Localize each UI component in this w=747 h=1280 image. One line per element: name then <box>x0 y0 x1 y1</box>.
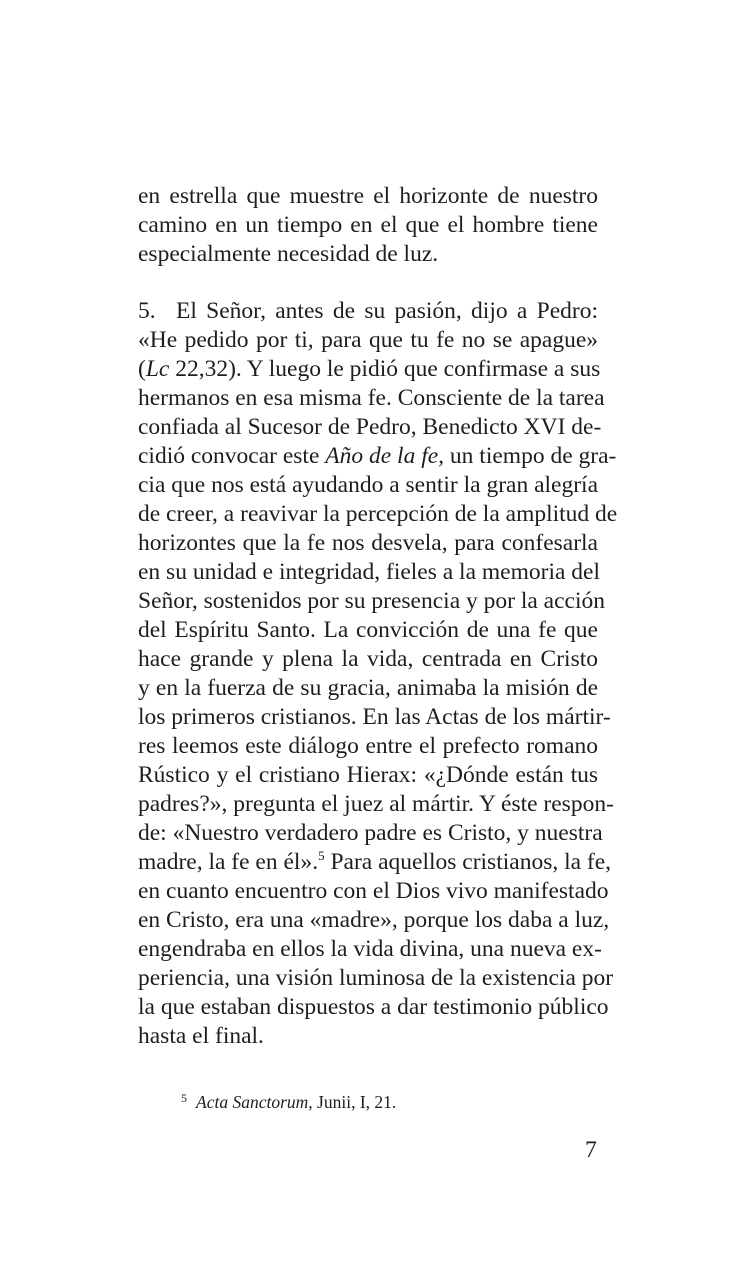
footnote <box>181 1087 396 1113</box>
text-line: en Cristo, era una «madre», porque los daba a luz, <box>138 907 610 933</box>
text-line: horizontes que la fe nos desvela, para confesarla <box>138 530 598 556</box>
text-span: 22,32). Y luego le pidió que confirmase a sus <box>169 356 601 382</box>
text-line: y en la fuerza de su gracia, animaba la misión de <box>138 675 598 701</box>
text-line: hasta el final. <box>138 1023 264 1049</box>
text-line: cia que nos está ayudando a sentir la gran alegría <box>138 472 599 498</box>
text-line: hermanos en esa misma fe. Consciente de la tarea <box>138 385 605 411</box>
text-line: padres?», pregunta el juez al mártir. Y éste respon- <box>138 791 614 817</box>
paragraph-number: 5. <box>138 298 156 324</box>
text-line <box>138 442 617 471</box>
footnote-reference: 5 <box>318 848 325 863</box>
text-line: engendraba en ellos la vida divina, una nueva ex- <box>138 936 602 962</box>
text-line: «He pedido por ti, para que tu fe no se apague» <box>138 327 598 353</box>
page-number: 7 <box>585 1137 597 1163</box>
text-line: especialmente necesidad de luz. <box>138 241 439 267</box>
text-line <box>138 297 598 326</box>
footnote-source-title: Acta Sanctorum, <box>196 1092 313 1112</box>
footnote-marker: 5 <box>181 1091 187 1105</box>
text-span: ( <box>138 356 146 382</box>
text-line: los primeros cristianos. En las Actas de los mártir- <box>138 704 611 730</box>
text-line: hace grande y plena la vida, centrada en Cristo <box>138 646 598 672</box>
text-line: en estrella que muestre el horizonte de nuestro <box>138 183 598 209</box>
text-line <box>138 355 601 384</box>
text-line: Señor, sostenidos por su presencia y por la acción <box>138 588 605 614</box>
text-span: un tiempo de gra- <box>444 443 617 469</box>
text-line: del Espíritu Santo. La convicción de una fe que <box>138 617 598 643</box>
text-span: El Señor, antes de su pasión, dijo a Pedro: <box>176 298 598 324</box>
text-line: en cuanto encuentro con el Dios vivo manifestado <box>138 878 609 904</box>
text-span: Para aquellos cristianos, la fe, <box>324 849 612 875</box>
title-italic: Año de la fe, <box>325 443 445 469</box>
text-line: de: «Nuestro verdadero padre es Cristo, y nuestra <box>138 820 603 846</box>
text-line: camino en un tiempo en el que el hombre tiene <box>138 212 598 238</box>
text-line: la que estaban dispuestos a dar testimonio público <box>138 994 609 1020</box>
citation-italic: Lc <box>145 356 170 382</box>
text-span: madre, la fe en él». <box>138 849 319 875</box>
text-span: cidió convocar este <box>138 443 326 469</box>
text-line: de creer, a reavivar la percepción de la amplitud de <box>138 501 618 527</box>
text-line <box>138 848 612 877</box>
text-line: periencia, una visión luminosa de la existencia por <box>138 965 614 991</box>
text-line: res leemos este diálogo entre el prefecto romano <box>138 733 598 759</box>
text-line: confiada al Sucesor de Pedro, Benedicto XVI de- <box>138 414 602 440</box>
text-line: Rústico y el cristiano Hierax: «¿Dónde están tus <box>138 762 598 788</box>
text-line: en su unidad e integridad, fieles a la memoria del <box>138 559 601 585</box>
footnote-reference-text: Junii, I, 21. <box>312 1092 397 1112</box>
